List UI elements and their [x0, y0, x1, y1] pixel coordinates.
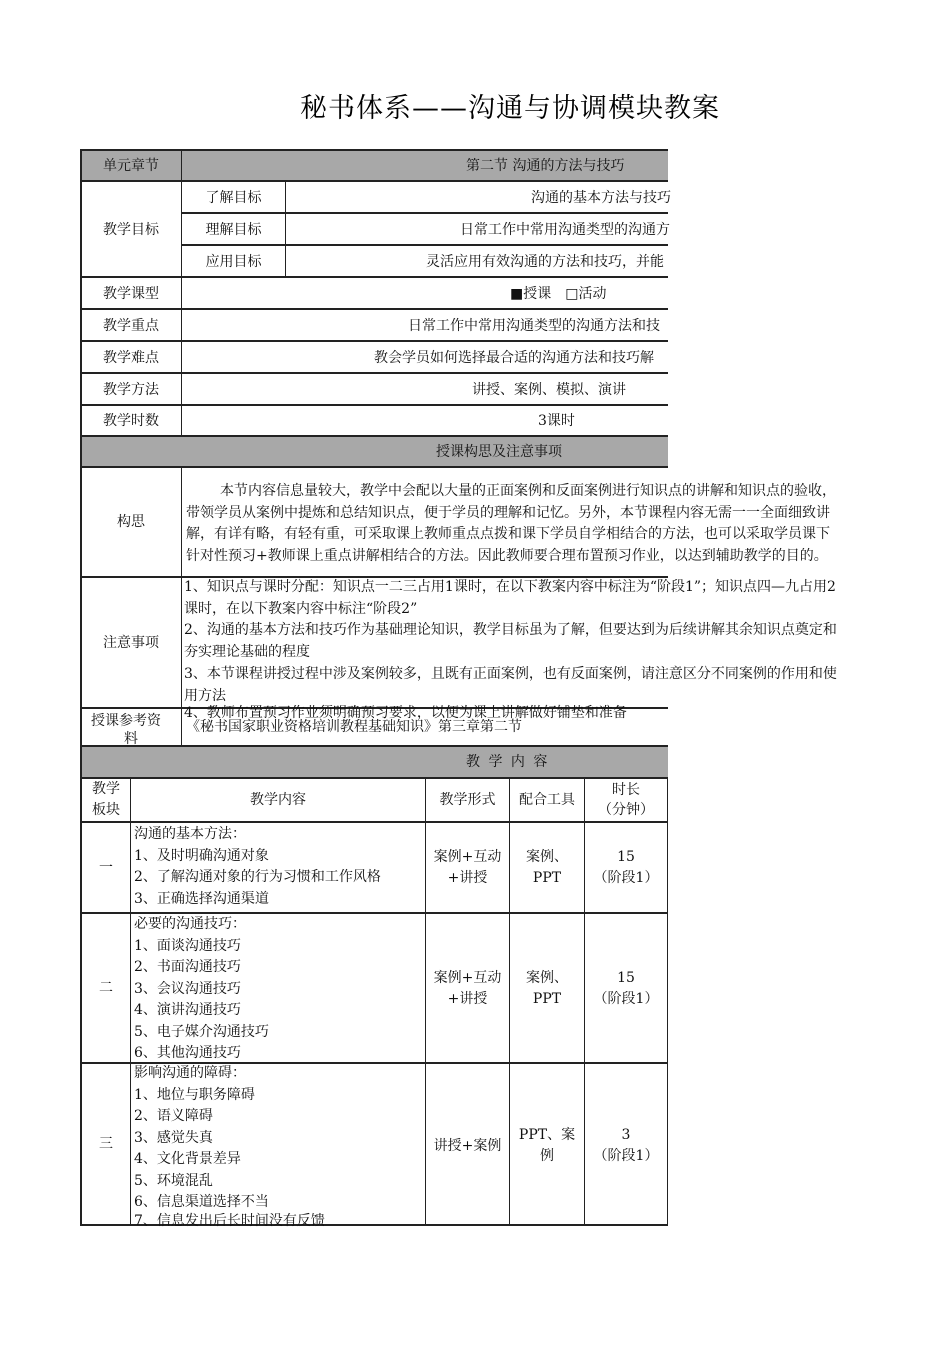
header-band-content — [81, 747, 668, 777]
concept-line: 解，有详有略，有轻有重，可采取课上教师重点点拨和课下学员自学相结合的方法，也可以采取学员课下 — [186, 526, 830, 542]
rule — [285, 181, 286, 277]
row-block: 一 — [99, 859, 113, 876]
unit-label: 单元章节 — [103, 157, 159, 174]
notes-label: 注意事项 — [103, 634, 159, 651]
notes-text — [184, 577, 837, 725]
difficulty-label: 教学难点 — [103, 349, 159, 366]
obj3-label: 应用目标 — [205, 253, 262, 270]
notes-line: 3、本节课程讲授过程中涉及案例较多，且既有正面案例，也有反面案例，请注意区分不同案例的作用和使 — [184, 665, 837, 682]
row-line: 2、了解沟通对象的行为习惯和工作风格 — [134, 869, 381, 885]
col-tool: 配合工具 — [519, 792, 575, 808]
row-line: 3、正确选择沟通渠道 — [134, 890, 269, 907]
row-tool-line: 案例、 — [526, 970, 568, 986]
row-line: 3、会议沟通技巧 — [134, 980, 241, 997]
concept-text — [186, 481, 836, 567]
row-line: 2、语义障碍 — [134, 1108, 213, 1124]
row-line: 1、面谈沟通技巧 — [134, 937, 241, 954]
row-block: 三 — [99, 1136, 113, 1152]
ref-value: 《秘书国家职业资格培训教程基础知识》第三章第二节 — [186, 719, 522, 735]
row-duration-stage: （阶段1） — [593, 991, 659, 1007]
row-line: 沟通的基本方法： — [134, 826, 246, 842]
row-line: 5、环境混乱 — [134, 1172, 213, 1189]
notes-line: 夯实理论基础的程度 — [184, 644, 310, 661]
row-line: 5、电子媒介沟通技巧 — [134, 1023, 269, 1040]
hours-label: 教学时数 — [103, 413, 159, 429]
row-duration-stage: （阶段1） — [593, 870, 659, 886]
rule — [130, 778, 131, 1226]
row-block: 二 — [99, 980, 113, 996]
difficulty-value: 教会学员如何选择最合适的沟通方法和技巧解 — [374, 350, 654, 366]
col-duration — [585, 780, 667, 822]
row-line: 必要的沟通技巧： — [134, 916, 246, 932]
notes-line: 课时，在以下教案内容中标注“阶段2” — [184, 600, 418, 617]
row-line: 7、信息发出后长时间没有反馈 — [134, 1212, 325, 1229]
row-line: 1、地位与职务障碍 — [134, 1086, 255, 1103]
row-duration-value: 15 — [617, 970, 635, 986]
notes-line: 用方法 — [184, 687, 226, 704]
row-line: 4、文化背景差异 — [134, 1151, 241, 1167]
unit-value: 第二节 沟通的方法与技巧 — [466, 158, 625, 174]
ref-label-cont: 料 — [124, 731, 138, 747]
rule — [181, 467, 182, 747]
row-form-line: +讲授 — [447, 870, 488, 886]
row-tool-line: 案例、 — [526, 849, 568, 865]
row-content — [134, 1063, 325, 1232]
obj3-value: 灵活应用有效沟通的方法和技巧，并能 — [426, 254, 664, 270]
rule — [667, 778, 668, 1226]
row-line: 影响沟通的障碍： — [134, 1065, 246, 1081]
row-duration — [585, 847, 667, 889]
row-line: 6、其他沟通技巧 — [134, 1045, 241, 1061]
row-tool-line: PPT、案 — [518, 1127, 576, 1143]
row-form — [426, 1136, 509, 1157]
row-form-line: 讲授+案例 — [433, 1138, 502, 1154]
row-duration — [585, 1125, 667, 1167]
row-line: 6、信息渠道选择不当 — [134, 1194, 269, 1210]
row-tool — [510, 847, 584, 889]
type-label: 教学课型 — [103, 285, 159, 302]
col-content: 教学内容 — [250, 792, 306, 808]
method-label: 教学方法 — [103, 381, 159, 398]
hours-value: 3课时 — [538, 413, 575, 429]
row-tool-line: PPT — [532, 991, 562, 1007]
ref-label: 授课参考资 — [91, 713, 161, 729]
col-form: 教学形式 — [439, 792, 496, 808]
col-duration-label: 时长 — [612, 782, 640, 798]
row-duration-value: 15 — [617, 849, 635, 865]
row-tool-line: 例 — [540, 1148, 554, 1164]
row-form-line: +讲授 — [447, 991, 488, 1007]
notes-line: 2、沟通的基本方法和技巧作为基础理论知识，教学目标虽为了解，但要达到为后续讲解其余知识点奠定和 — [184, 622, 837, 639]
obj2-value: 日常工作中常用沟通类型的沟通方 — [460, 222, 670, 238]
concept-line: 针对性预习+教师课上重点讲解相结合的方法。因此教师要合理布置预习作业，以达到辅助教学的目的。 — [186, 547, 828, 564]
content-header: 教 学 内 容 — [466, 754, 550, 770]
row-line: 3、感觉失真 — [134, 1129, 213, 1146]
row-tool — [510, 1125, 584, 1167]
concept-line: 本节内容信息量较大，教学中会配以大量的正面案例和反面案例进行知识点的讲解和知识点的验收， — [220, 483, 836, 499]
row-form-line: 案例+互动 — [433, 849, 502, 865]
col-block: 教学板块 — [92, 781, 120, 818]
obj2-label: 理解目标 — [205, 221, 262, 238]
row-content — [134, 914, 269, 1065]
row-duration — [585, 968, 667, 1010]
row-line: 1、及时明确沟通对象 — [134, 847, 269, 864]
type-value: ■授课 □活动 — [510, 286, 607, 302]
objective-label: 教学目标 — [103, 221, 159, 238]
obj1-value: 沟通的基本方法与技巧 — [531, 190, 671, 206]
focus-label: 教学重点 — [103, 317, 159, 334]
row-tool-line: PPT — [532, 870, 562, 886]
row-line: 4、演讲沟通技巧 — [134, 1002, 241, 1018]
row-duration-value: 3 — [621, 1127, 631, 1143]
notes-line: 1、知识点与课时分配：知识点一二三占用1课时，在以下教案内容中标注为“阶段1”；知识点四—九占用2 — [184, 579, 836, 595]
design-header: 授课构思及注意事项 — [436, 444, 562, 460]
row-content — [134, 824, 381, 910]
notes-line: 4、教师布置预习作业须明确预习要求，以便为课上讲解做好铺垫和准备 — [184, 705, 627, 722]
row-form — [426, 847, 509, 889]
focus-value: 日常工作中常用沟通类型的沟通方法和技 — [408, 318, 660, 334]
concept-line: 带领学员从案例中提炼和总结知识点，便于学员的理解和记忆。另外，本节课程内容无需一一全面细致讲 — [186, 504, 830, 521]
row-tool — [510, 968, 584, 1010]
row-form-line: 案例+互动 — [433, 970, 502, 986]
col-duration-unit: （分钟） — [598, 802, 654, 818]
obj1-label: 了解目标 — [205, 189, 262, 206]
rule — [81, 821, 668, 823]
concept-label: 构思 — [117, 514, 145, 530]
row-form — [426, 968, 509, 1010]
page-title: 秘书体系——沟通与协调模块教案 — [300, 93, 720, 124]
row-duration-stage: （阶段1） — [593, 1148, 659, 1164]
header-band-design — [81, 436, 668, 467]
method-value: 讲授、案例、模拟、演讲 — [472, 382, 626, 398]
row-line: 2、书面沟通技巧 — [134, 959, 241, 975]
